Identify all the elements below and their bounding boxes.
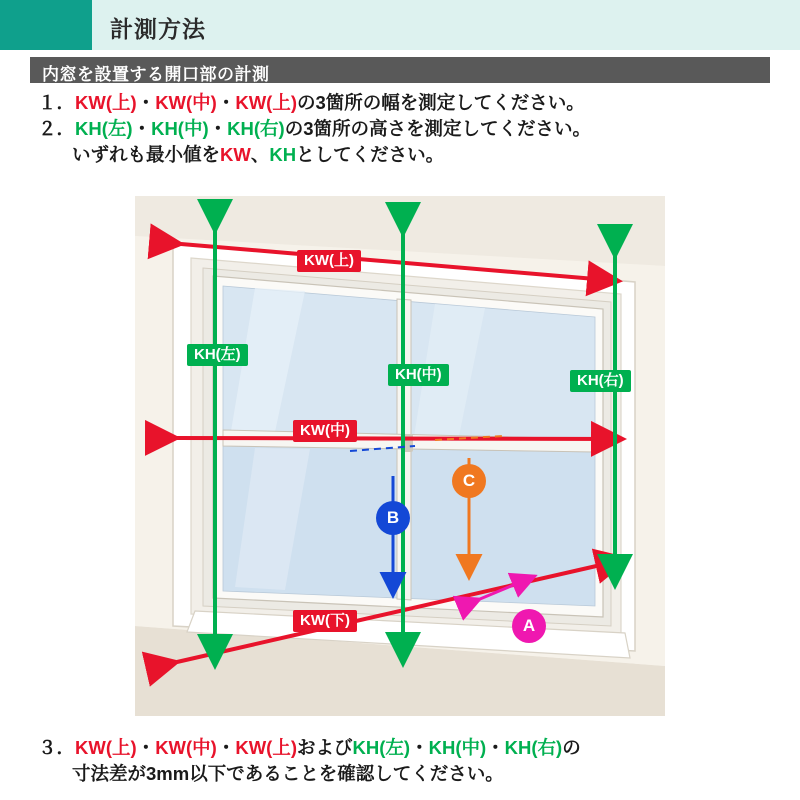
page-title: 計測方法: [110, 16, 206, 42]
footer-text-segment: ・: [216, 737, 236, 758]
marker-c: C: [452, 464, 486, 498]
instruction-line-2: [38, 116, 778, 142]
header-accent-block: [0, 0, 92, 50]
marker-a: A: [512, 609, 546, 643]
footer-text-segment: KW(上): [235, 737, 298, 758]
instruction-text-segment: KH: [269, 144, 297, 165]
footer-number: ３．: [38, 737, 76, 758]
arrow-kw-mid: [177, 438, 623, 439]
marker-b: B: [376, 501, 410, 535]
window-photo-and-arrows: [135, 196, 665, 716]
label-kh-left: KH(左): [187, 344, 248, 366]
section-heading: [30, 57, 770, 83]
label-kh-center: KH(中): [388, 364, 449, 386]
label-kw-mid: KW(中): [293, 420, 357, 442]
footer-text-segment: 寸法差が3mm以下であることを確認してください。: [72, 763, 504, 784]
instruction-text-segment: の3箇所の高さを測定してください。: [284, 118, 591, 139]
footer-line-2: [38, 761, 778, 787]
footer-line-1: [38, 735, 778, 761]
instruction-text-segment: ・: [136, 92, 156, 113]
footer-text-segment: および: [297, 737, 353, 758]
instruction-text-segment: KW: [220, 144, 251, 165]
instruction-text-segment: KW(上): [75, 92, 137, 113]
label-kw-top: KW(上): [297, 250, 361, 272]
instruction-text-segment: KW(上): [235, 92, 298, 113]
instruction-text-segment: KH(右): [227, 118, 285, 139]
footer-text-segment: KH(左): [352, 737, 411, 758]
instruction-line-1: [38, 90, 778, 116]
instruction-text-segment: としてください。: [296, 144, 445, 165]
footer-text-segment: KH(中): [428, 737, 487, 758]
instruction-text-segment: 、: [250, 144, 270, 165]
instruction-number: ２．: [38, 118, 76, 139]
footer-text-segment: ・: [136, 737, 156, 758]
measurement-diagram: [135, 196, 665, 716]
footer-text-segment: KH(右): [504, 737, 563, 758]
page-header: [0, 0, 800, 50]
instruction-text-segment: ・: [132, 118, 152, 139]
instruction-text-segment: いずれも最小値を: [72, 144, 221, 165]
footer-text-segment: の: [562, 737, 581, 758]
footer-text-segment: ・: [410, 737, 429, 758]
footer-text-segment: KW(中): [155, 737, 217, 758]
instruction-text-segment: KH(中): [151, 118, 209, 139]
instruction-number: １．: [38, 92, 76, 113]
instruction-text-segment: ・: [216, 92, 236, 113]
instruction-text-segment: ・: [208, 118, 228, 139]
label-kw-bottom: KW(下): [293, 610, 357, 632]
instruction-list: [38, 90, 778, 168]
section-heading-label: 内窓を設置する開口部の計測: [42, 65, 270, 84]
instruction-text-segment: KW(中): [155, 92, 217, 113]
label-kh-right: KH(右): [570, 370, 631, 392]
instruction-text-segment: の3箇所の幅を測定してください。: [297, 92, 585, 113]
footer-text-segment: KW(上): [75, 737, 137, 758]
footer-text-segment: ・: [486, 737, 505, 758]
instruction-text-segment: KH(左): [75, 118, 133, 139]
footer-note: [38, 735, 778, 787]
instruction-line-3: [38, 142, 778, 168]
